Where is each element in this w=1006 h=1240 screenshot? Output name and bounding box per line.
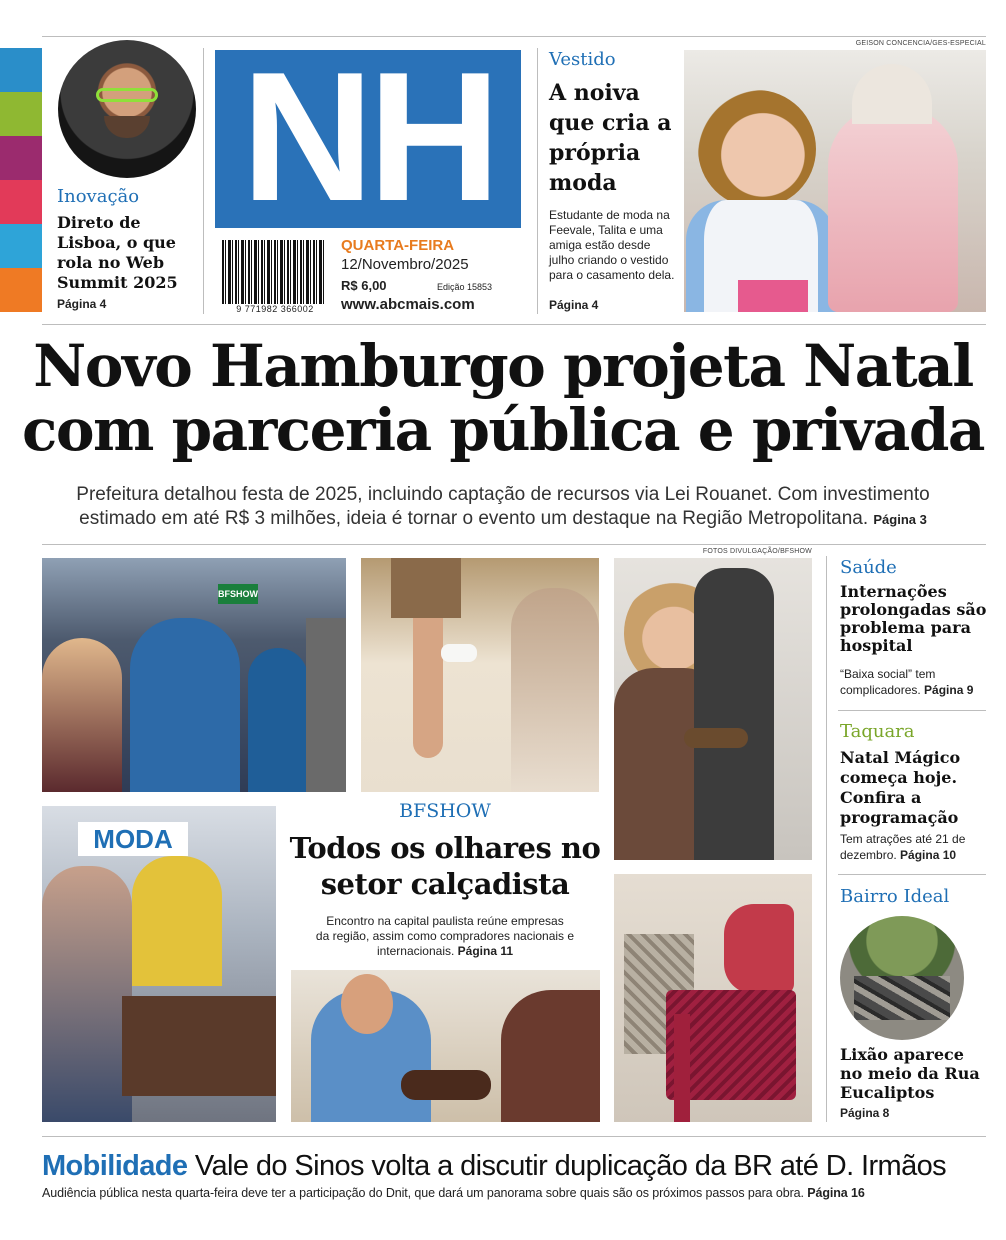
lead-headline-line-2: com parceria pública e privada (22, 396, 984, 464)
divider (203, 48, 204, 314)
lead-page: Página 3 (873, 512, 927, 527)
teaser-left-page: Página 4 (57, 297, 107, 311)
side-tab (0, 224, 42, 268)
sidebar-item-3-headline[interactable]: Lixão aparece no meio da Rua Eucaliptos (840, 1045, 980, 1102)
issue-price: R$ 6,00 (341, 278, 387, 293)
bride-photo[interactable] (684, 50, 986, 312)
footer-headline[interactable] (42, 1148, 992, 1184)
sidebar-item-1-page: Página 9 (924, 683, 974, 697)
website-link[interactable]: www.abcmais.com (341, 296, 475, 313)
lead-dek-line-2: estimado em até R$ 3 milhões, ideia é tornar o evento um destaque na Região Metropolitana. (79, 508, 869, 529)
bfshow-page: Página 11 (457, 944, 514, 958)
side-tab (0, 48, 42, 92)
sidebar-item-2-headline[interactable]: Natal Mágico começa hoje. Confira a programação (840, 748, 961, 827)
teaser-left-headline[interactable]: Direto de Lisboa, o que rola no Web Summit 2025 (57, 213, 178, 292)
buyer-photo[interactable] (291, 970, 600, 1122)
footer-headline-text: Vale do Sinos volta a discutir duplicação da BR até D. Irmãos (194, 1150, 947, 1182)
issue-edition: Edição 15853 (437, 282, 493, 292)
dump-photo[interactable] (840, 916, 964, 1040)
sidebar-item-2-text: Tem atrações até 21 de dezembro. (840, 832, 966, 862)
teaser-right-body: Estudante de moda na Feevale, Talita e uma amiga estão desde julho criando o vestido para o casamento dela. (549, 208, 675, 282)
bfshow-body (290, 914, 600, 959)
rule (42, 544, 986, 545)
bfshow-body-line-3: internacionais. (376, 944, 455, 958)
sidebar-item-2-page: Página 10 (900, 848, 957, 862)
rule (838, 710, 986, 711)
sidebar-item-2-kicker: Taquara (840, 721, 915, 742)
barcode-number: 9 771982 366002 (236, 304, 314, 314)
side-tab (0, 136, 42, 180)
side-tab (0, 180, 42, 224)
bfshow-headline-line-1: Todos os olhares no (289, 831, 601, 865)
bfshow-body-line-2: da região, assim como compradores nacionais e (315, 929, 575, 943)
photo-credit: FOTOS DIVULGAÇÃO/BFSHOW (702, 548, 812, 555)
rule (42, 324, 986, 325)
divider (537, 48, 538, 314)
photo-credit: GEISON CONCENCIA/GES-ESPECIAL (855, 40, 986, 47)
footer-body-text: Audiência pública nesta quarta-feira deve ter a participação do Dnit, que dará um panorama sobre quais são os próximos passos para obra. (42, 1186, 804, 1200)
moda-sign: MODA (78, 822, 188, 856)
issue-day: QUARTA-FEIRA (341, 237, 455, 254)
footer-page: Página 16 (807, 1186, 865, 1200)
side-color-tabs (0, 48, 42, 312)
teaser-right-page: Página 4 (549, 298, 599, 312)
handbag-photo[interactable] (614, 874, 812, 1122)
bfshow-kicker: BFSHOW (399, 800, 491, 822)
sidebar-item-1-body (840, 666, 990, 698)
shoe-hand-photo[interactable] (361, 558, 599, 792)
logo-text: NH (241, 50, 495, 228)
sidebar-item-1-kicker: Saúde (840, 557, 897, 578)
side-tab (0, 92, 42, 136)
rule (838, 874, 986, 875)
top-rule (42, 36, 986, 37)
footer-body (42, 1186, 992, 1200)
sidebar-item-2-body (840, 831, 990, 863)
bfshow-body-line-1: Encontro na capital paulista reúne empresas (326, 914, 564, 928)
sidebar-item-3-kicker: Bairro Ideal (840, 886, 950, 907)
lead-headline[interactable] (20, 334, 986, 462)
sidebar-item-1-headline[interactable]: Internações prolongadas são problema para hospital (840, 582, 987, 655)
barcode (222, 240, 326, 304)
bfshow-sign: BFSHOW (218, 584, 258, 604)
rule (42, 1136, 986, 1137)
issue-date: 12/Novembro/2025 (341, 256, 469, 273)
lead-dek (20, 483, 986, 532)
lead-headline-line-1: Novo Hamburgo projeta Natal (33, 332, 973, 400)
divider (826, 556, 827, 1122)
teaser-right-kicker: Vestido (549, 49, 616, 70)
lead-dek-line-1: Prefeitura detalhou festa de 2025, incluindo captação de recursos via Lei Rouanet. Com investimento (76, 484, 930, 505)
side-tab (0, 268, 42, 312)
teaser-left-kicker: Inovação (57, 186, 140, 207)
bfshow-headline[interactable] (284, 830, 606, 902)
sidebar-item-3-page: Página 8 (840, 1106, 890, 1120)
nh-logo[interactable] (215, 50, 521, 228)
fair-crowd-photo[interactable] (42, 558, 346, 792)
footer-kicker: Mobilidade (42, 1150, 188, 1182)
bfshow-headline-line-2: setor calçadista (320, 867, 570, 901)
woman-shoe-photo[interactable] (614, 558, 812, 860)
columnist-avatar[interactable] (58, 40, 196, 178)
stand-photo[interactable] (42, 806, 276, 1122)
sidebar-item-1-text: “Baixa social” tem complicadores. (840, 667, 936, 697)
teaser-right-headline[interactable]: A noiva que cria a própria moda (549, 80, 672, 196)
